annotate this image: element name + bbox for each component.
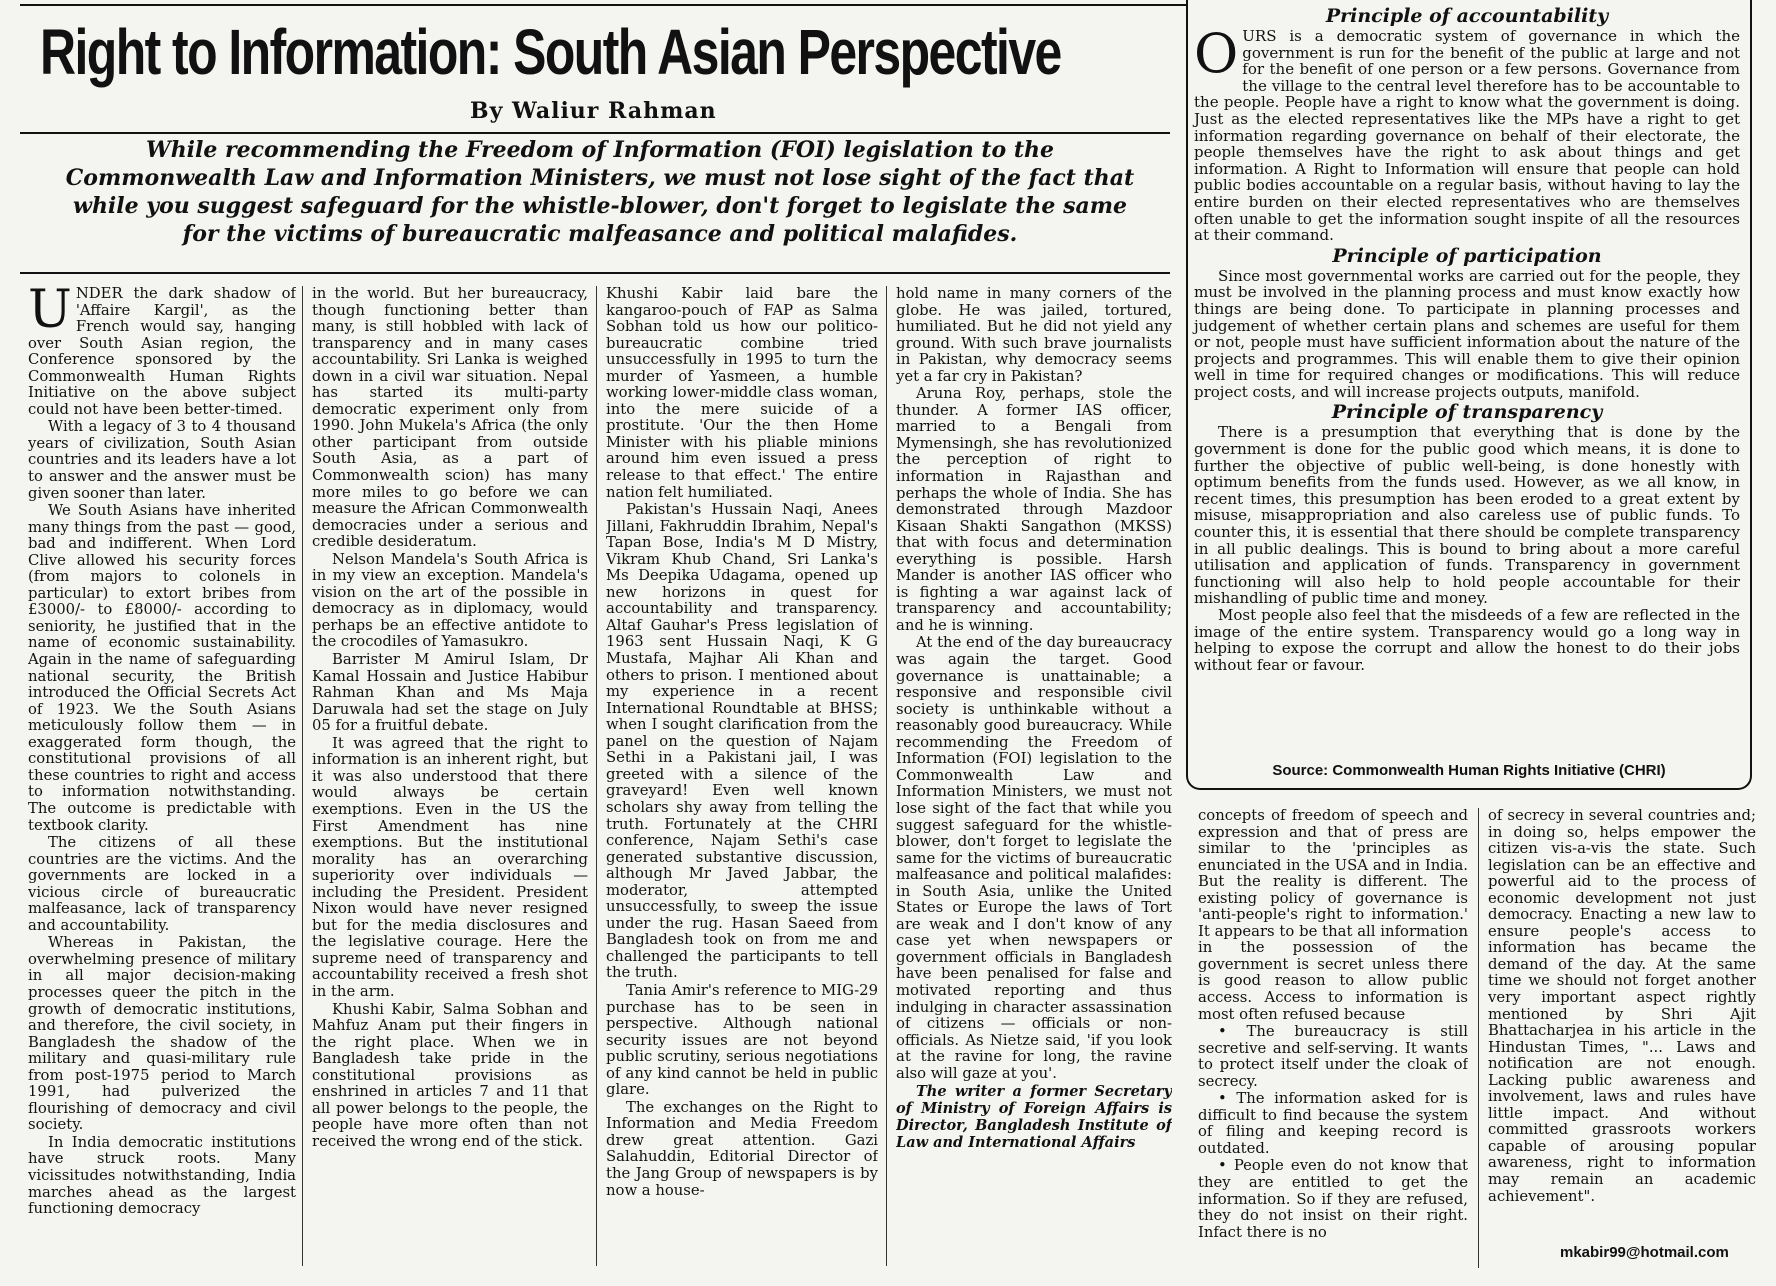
column-divider — [886, 286, 887, 1266]
paragraph: At the end of the day bureaucracy was again the target. Good governance is unattainable; a responsive and responsible civil society is unthinkable without a reasonably good bureaucracy. While recommending the Freedom of Information (FOI) legislation to the Commonwealth Law and Information Ministers, we must not lose sight of the fact that while you suggest safeguard for the whistle-blower, don't forget to legislate the same for the victims of bureaucratic malfeasance and political malafides: in South Asia, unlike the United States or Europe the laws of Tort are weak and I don't know of any case yet when newspapers or government officials in Bangladesh have been penalised for false and motivated reporting and thus indulging in character assassination of citizens — officials or non-officials. As Nietze said, 'if you look at the ravine for long, the ravine also will gaze at you'. — [896, 634, 1172, 1082]
paragraph: concepts of freedom of speech and expression and that of press are similar to the 'principles as enunciated in the USA and in India. But the reality is different. The existing policy of governance is 'anti-people's right to information.' It appears to be that all information in the possession of the government is secret unless there is good reason to allow public access. Access to information is most often refused because — [1198, 808, 1468, 1023]
paragraph: Tania Amir's reference to MIG-29 purchase has to be seen in perspective. Although national security issues are not beyond public scrutiny, serious negotiations of any kind cannot be held in public glare. — [606, 981, 878, 1099]
column-divider — [302, 286, 303, 1266]
paragraph: • The bureaucracy is still secretive and self-serving. It wants to protect itself under the cloak of secrecy. — [1198, 1023, 1468, 1090]
paragraph: OURS is a democratic system of governance in which the government is run for the benefit of the public at large and not for the benefit of one person or a few persons. Governance from the village to the central level therefore has to be accountable to the people. People have a right to know what the government is doing. Just as the elected representatives like the MPs have a right to get information regarding governance on behalf of their electorate, the people themselves have the right to ask about things and get information. A Right to Information will ensure that people can hold public bodies accountable on a regular basis, without having to lay the entire burden on their elected representatives who are themselves often unable to get the information sought inspite of all the resources at their command. — [1194, 22, 1740, 245]
paragraph: Whereas in Pakistan, the overwhelming presence of military in all major decision-making processes queer the pitch in the growth of democratic institutions, and therefore, the civil society, in Bangladesh the shadow of the military and quasi-military rule from post-1975 period to March 1991, had pulverized the flourishing of democracy and civil society. — [28, 934, 296, 1134]
author-email: mkabir99@hotmail.com — [1560, 1244, 1729, 1261]
paragraph: It was agreed that the right to information is an inherent right, but it was also understood that there would always be certain exemptions. Even in the US the First Amendment has nine exemptions. But the institutional morality has an overarching superiority over individuals — including the President. President Nixon would have never resigned but for the media disclosures and the legislative courage. Here the supreme need of transparency and accountability received a fresh shot in the arm. — [312, 734, 588, 1000]
paragraph: The citizens of all these countries are the victims. And the governments are locked in a vicious circle of bureaucratic malfeasance, lack of transparency and accountability. — [28, 834, 296, 934]
byline: By Waliur Rahman — [470, 98, 717, 124]
paragraph: hold name in many corners of the globe. He was jailed, tortured, humiliated. But he did not yield any ground. With such brave journalists in Pakistan, why democracy seems yet a far cry in Pakistan? — [896, 286, 1172, 385]
sidebar-heading: Principle of transparency — [1331, 401, 1603, 424]
article-column-3 — [606, 286, 878, 1266]
author-credit: The writer a former Secretary of Ministry of Foreign Affairs is Director, Bangladesh Institute of Law and International Affairs — [896, 1083, 1172, 1152]
paragraph: Since most governmental works are carried out for the people, they must be involved in the planning process and must know exactly how things are being done. To participate in planning processes and judgement of whether certain plans and schemes are useful for them or not, people must have sufficient information about the nature of the projects and programmes. This will enable them to give their opinion well in time for required changes or modifications. This will reduce project costs, and will increase projects outputs, manifold. — [1194, 266, 1740, 401]
sidebar-content — [1194, 4, 1740, 673]
rule — [20, 272, 1170, 274]
paragraph: • People even do not know that they are entitled to get the information. So if they are refused, they do not insist on their right. Infact there is no — [1198, 1157, 1468, 1241]
drop-cap: U — [28, 286, 72, 340]
paragraph: UNDER the dark shadow of 'Affaire Kargil', as the French would say, hanging over South Asian region, the Conference sponsored by the Commonwealth Human Rights Initiative on the above subject could not have been better-timed. — [28, 286, 296, 418]
top-rule — [20, 4, 1188, 6]
paragraph: Khushi Kabir laid bare the kangaroo-pouch of FAP as Salma Sobhan told us how our politico-bureaucratic combine tried unsuccessfully in 1995 to turn the murder of Yasmeen, a humble working lower-middle class woman, into the mere suicide of a prostitute. 'Our the then Home Minister with his pliable minions around him even issued a press release to that effect.' The entire nation felt humiliated. — [606, 286, 878, 501]
article-column-5 — [1198, 808, 1468, 1268]
article-column-1 — [28, 286, 296, 1266]
column-divider — [596, 286, 597, 1266]
paragraph: There is a presumption that everything that is done by the government is done for the public good which means, it is done to further the objective of public well-being, is done honestly with optimum benefits from the funds used. However, as we all know, in recent times, this presumption has been eroded to a great extent by misuse, misappropriation and also careless use of public funds. To counter this, it is essential that there should be complete transparency in all public dealings. This is bound to bring about a more careful utilisation and application of funds. Transparency in government functioning will also help to hold people accountable for their mishandling of public time and money. — [1194, 423, 1740, 608]
deck: While recommending the Freedom of Information (FOI) legislation to the Commonwealth Law and Information Ministers, we must not lose sight of the fact that while you suggest safeguard for the whistle-blower, don't forget to legislate the same for the victims of bureaucratic malfeasance and political malafides. — [65, 137, 1135, 247]
headline: Right to Information: South Asian Perspective — [40, 16, 1061, 88]
article-column-6 — [1488, 808, 1756, 1238]
paragraph: • The information asked for is difficult to find because the system of filing and keeping record is outdated. — [1198, 1090, 1468, 1157]
paragraph: Pakistan's Hussain Naqi, Anees Jillani, Fakhruddin Ibrahim, Nepal's Tapan Bose, India's M D Mistry, Vikram Khub Chand, Sri Lanka's Ms Deepika Udagama, opened up new horizons in quest for accountability and transparency. Altaf Gauhar's Press legislation of 1963 sent Hussain Naqi, K G Mustafa, Majhar Ali Khan and others to prison. I mentioned about my experience in a recent International Roundtable at BHSS; when I sought clarification from the panel on the question of Najam Sethi in a Pakistani jail, I was greeted with a silence of the graveyard! Even well known scholars shy away from telling the truth. Fortunately at the CHRI conference, Najam Sethi's case generated substantive discussion, although Mr Javed Jabbar, the moderator, attempted unsuccessfully, to sweep the issue under the rug. Hasan Saeed from Bangladesh took on from me and challenged the participants to tell the truth. — [606, 501, 878, 982]
paragraph: In India democratic institutions have struck roots. Many vicissitudes notwithstanding, India marches ahead as the largest functioning democracy — [28, 1133, 296, 1218]
paragraph: Khushi Kabir, Salma Sobhan and Mahfuz Anam put their fingers in the right place. When we in Bangladesh take pride in the constitutional provisions as enshrined in articles 7 and 11 that all power belongs to the people, the people have more often than not received the wrong end of the stick. — [312, 1000, 588, 1150]
paragraph: Barrister M Amirul Islam, Dr Kamal Hossain and Justice Habibur Rahman Khan and Ms Maja Daruwala had set the stage on July 05 for a fruitful debate. — [312, 651, 588, 735]
paragraph: The exchanges on the Right to Information and Media Freedom drew great attention. Gazi Salahuddin, Editorial Director of the Jang Group of newspapers is by now a house- — [606, 1098, 878, 1199]
paragraph: With a legacy of 3 to 4 thousand years of civilization, South Asian countries and its leaders have a lot to answer and the answer must be given sooner than later. — [28, 418, 296, 502]
paragraph: Aruna Roy, perhaps, stole the thunder. A former IAS officer, married to a Bengali from Mymensingh, she has revolutionized the perception of right to information in Rajasthan and perhaps the whole of India. She has demonstrated through Mazdoor Kisaan Shakti Sangathon (MKSS) that with focus and determination everything is possible. Harsh Mander is another IAS officer who is fighting a war against lack of transparency and accountability; and he is winning. — [896, 385, 1172, 634]
column-divider — [1478, 808, 1479, 1268]
paragraph: Most people also feel that the misdeeds of a few are reflected in the image of the entire system. Transparency would go a long way in helping to expose the corrupt and allow the honest to do their jobs without fear or favour. — [1194, 606, 1740, 674]
article-column-4 — [896, 286, 1172, 1266]
article-column-2 — [312, 286, 588, 1266]
paragraph: of secrecy in several countries and; in doing so, helps empower the citizen vis-a-vis the state. Such legislation can be an effective and powerful aid to the process of economic development not just democracy. Enacting a new law to ensure people's access to information has became the demand of the day. At the same time we should not forget another very important aspect rightly mentioned by Shri Ajit Bhattacharjea in his article in the Hindustan Times, "... Laws and notification are not enough. Lacking public awareness and involvement, laws and rules have little impact. And without committed grassroots workers capable of arousing popular awareness, right to information may remain an academic achievement". — [1488, 808, 1756, 1205]
sidebar-heading: Principle of accountability — [1325, 5, 1609, 27]
paragraph: Nelson Mandela's South Africa is in my view an exception. Mandela's vision on the art of the possible in democracy as in diplomacy, would perhaps be an effective antidote to the crocodiles of Yamasukro. — [312, 550, 588, 651]
drop-cap: O — [1194, 22, 1239, 85]
sidebar-heading: Principle of participation — [1332, 244, 1602, 267]
source-line: Source: Commonwealth Human Rights Initiative (CHRI) — [1272, 762, 1666, 779]
paragraph: in the world. But her bureaucracy, though functioning better than many, is still hobbled with lack of transparency and in many cases accountability. Sri Lanka is weighed down in a civil war situation. Nepal has started its multi-party democratic experiment only from 1990. John Mukela's Africa (the only other participant from outside South Asia, as a part of Commonwealth scion) has many more miles to go before we can measure the African Commonwealth democracies under a serious and credible desideratum. — [312, 286, 588, 551]
rule — [20, 132, 1170, 134]
paragraph: We South Asians have inherited many things from the past — good, bad and indifferent. When Lord Clive allowed his security forces (from majors to colonels in particular) to extort bribes from £3000/- to £8000/- according to seniority, he justified that in the name of economic sustainability. Again in the name of safeguarding national security, the British introduced the Official Secrets Act of 1923. We the South Asians meticulously follow them — in exaggerated form though, the constitutional provisions of all these countries to right and access to information notwithstanding. The outcome is predictable with textbook clarity. — [28, 502, 296, 834]
